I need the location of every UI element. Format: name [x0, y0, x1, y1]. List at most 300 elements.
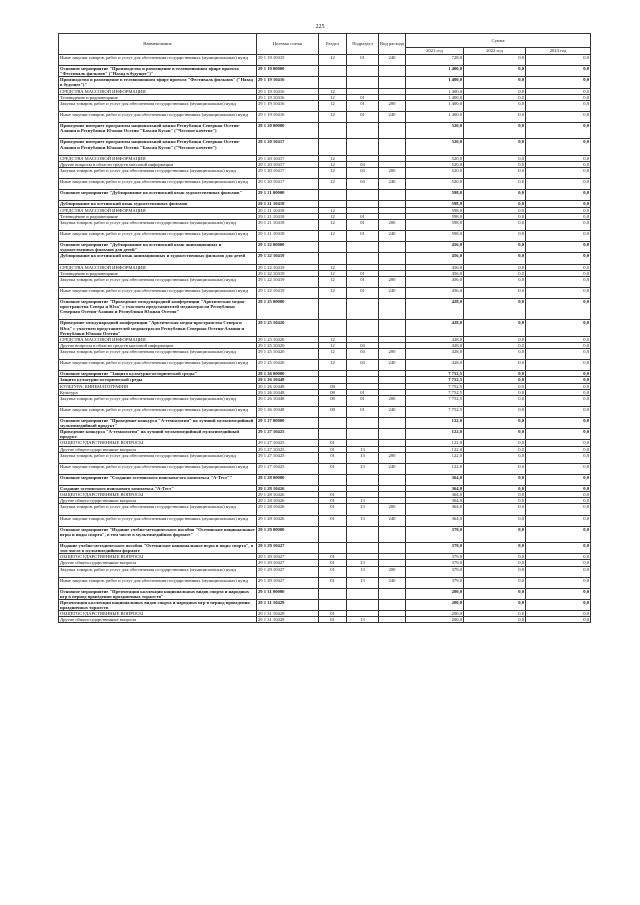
cell-name: Проведение международной конференции "Арктическая медиа-пространства Севера и Юга" с участием представителей медиаотрасли Республики Северная Осетия-Алания и Республики Южная Осетия" — [59, 320, 257, 336]
cell-name: Закупка товаров, работ и услуг для обеспечения государственных (муниципальных) нужд — [59, 276, 257, 287]
cell-sum-2022: 0,0 — [464, 100, 526, 111]
cell-target-article: 29 1 19 10416 — [257, 111, 319, 122]
cell-sum-2023: 0,0 — [526, 342, 591, 348]
cell-sum-2021: 379,0 — [406, 560, 464, 566]
cell-target-article: 29 1 27 10425 — [257, 429, 319, 440]
cell-sum-2023: 0,0 — [526, 161, 591, 167]
cell-sum-2021: 122,0 — [406, 452, 464, 463]
cell-target-article: 29 1 25 10420 — [257, 336, 319, 342]
cell-name: Другие общегосударственные вопросы — [59, 617, 257, 623]
cell-sum-2023: 0,0 — [526, 554, 591, 560]
cell-name: ОБЩЕГОСУДАРСТВЕННЫЕ ВОПРОСЫ — [59, 554, 257, 560]
cell-name: Закупка товаров, работ и услуг для обеспечения государственных (муниципальных) нужд — [59, 100, 257, 111]
cell-target-article: 29 1 20 10417 — [257, 139, 319, 155]
cell-sum-2022: 0,0 — [464, 111, 526, 122]
cell-sum-2023: 0,0 — [526, 395, 591, 406]
cell-subsection: 01 — [347, 406, 379, 417]
cell-target-article: 29 1 20 10417 — [257, 161, 319, 167]
cell-sum-2021: 364,0 — [406, 504, 464, 515]
cell-target-article: 29 1 27 10425 — [257, 463, 319, 474]
cell-target-article: 29 1 19 10416 — [257, 77, 319, 88]
cell-section: 01 — [319, 446, 347, 452]
cell-sum-2021: 1 400,0 — [406, 77, 464, 88]
header-year-2022: 2022 год — [464, 48, 526, 55]
cell-target-article: 29 1 19 10416 — [257, 94, 319, 100]
cell-sum-2023: 0,0 — [526, 253, 591, 264]
cell-sum-2023: 0,0 — [526, 155, 591, 161]
cell-sum-2022: 0,0 — [464, 600, 526, 611]
cell-subsection: 01 — [347, 219, 379, 230]
cell-target-article: 29 1 20 00000 — [257, 123, 319, 139]
cell-name: Иные закупки товаров, работ и услуг для обеспечения государственных (муниципальных) нужд — [59, 111, 257, 122]
cell-name: Другие общегосударственные вопросы — [59, 560, 257, 566]
cell-expense-type: 240 — [379, 55, 406, 66]
table-row — [59, 242, 591, 253]
cell-sum-2023: 0,0 — [526, 270, 591, 276]
table-row — [59, 253, 591, 264]
cell-sum-2023: 0,0 — [526, 320, 591, 336]
cell-name: Основное мероприятие "Презентация коллекции национальных видов спорта и народных игр в период проведения праздничных торжеств" — [59, 588, 257, 599]
cell-target-article: 29 1 26 10448 — [257, 395, 319, 406]
cell-subsection: 04 — [347, 161, 379, 167]
cell-sum-2022: 0,0 — [464, 139, 526, 155]
table-row — [59, 395, 591, 406]
cell-section — [319, 242, 347, 253]
cell-sum-2023: 0,0 — [526, 377, 591, 383]
cell-target-article: 29 1 28 10426 — [257, 515, 319, 526]
cell-sum-2021: 200,0 — [406, 600, 464, 611]
cell-name: ОБЩЕГОСУДАРСТВЕННЫЕ ВОПРОСЫ — [59, 611, 257, 617]
cell-sum-2023: 0,0 — [526, 123, 591, 139]
cell-sum-2022: 0,0 — [464, 179, 526, 190]
cell-target-article: 29 1 25 10420 — [257, 320, 319, 336]
cell-subsection: 13 — [347, 617, 379, 623]
cell-sum-2022: 0,0 — [464, 242, 526, 253]
cell-sum-2021: 598,0 — [406, 219, 464, 230]
cell-expense-type — [379, 526, 406, 542]
cell-subsection: 13 — [347, 452, 379, 463]
cell-subsection: 01 — [347, 111, 379, 122]
cell-sum-2023: 0,0 — [526, 498, 591, 504]
cell-section: 12 — [319, 55, 347, 66]
table-row — [59, 320, 591, 336]
cell-sum-2022: 0,0 — [464, 167, 526, 178]
cell-subsection: 13 — [347, 504, 379, 515]
cell-name: Проведение интернет программы национальной квизы Республики Северная Осетия-Алания и Республики Южная Осетия "Бахсан Кусон" ("Честное кочетие") — [59, 123, 257, 139]
cell-subsection — [347, 588, 379, 599]
cell-sum-2021: 122,0 — [406, 418, 464, 429]
cell-section: 12 — [319, 264, 347, 270]
cell-section — [319, 418, 347, 429]
cell-section: 01 — [319, 617, 347, 623]
cell-expense-type: 240 — [379, 515, 406, 526]
cell-sum-2022: 0,0 — [464, 418, 526, 429]
cell-expense-type — [379, 299, 406, 320]
cell-target-article: 29 1 28 00000 — [257, 475, 319, 486]
cell-expense-type — [379, 600, 406, 611]
cell-subsection: 01 — [347, 213, 379, 219]
cell-sum-2022: 0,0 — [464, 486, 526, 492]
table-row — [59, 123, 591, 139]
table-row — [59, 77, 591, 88]
table-row — [59, 429, 591, 440]
cell-target-article: 29 1 26 10448 — [257, 389, 319, 395]
cell-sum-2021: 598,0 — [406, 201, 464, 207]
table-row — [59, 600, 591, 611]
cell-section: 01 — [319, 515, 347, 526]
cell-sum-2021: 7 752,5 — [406, 383, 464, 389]
cell-section: 12 — [319, 155, 347, 161]
cell-sum-2023: 0,0 — [526, 88, 591, 94]
cell-subsection: 04 — [347, 179, 379, 190]
cell-sum-2022: 0,0 — [464, 526, 526, 542]
cell-sum-2022: 0,0 — [464, 515, 526, 526]
cell-sum-2022: 0,0 — [464, 389, 526, 395]
cell-expense-type: 240 — [379, 463, 406, 474]
cell-sum-2022: 0,0 — [464, 588, 526, 599]
header-section: Раздел — [319, 34, 347, 55]
cell-target-article: 29 1 28 10426 — [257, 498, 319, 504]
cell-subsection: 04 — [347, 348, 379, 359]
cell-sum-2022: 0,0 — [464, 230, 526, 241]
cell-name: СРЕДСТВА МАССОВОЙ ИНФОРМАЦИИ — [59, 88, 257, 94]
cell-expense-type: 200 — [379, 395, 406, 406]
cell-expense-type: 200 — [379, 219, 406, 230]
cell-sum-2021: 379,0 — [406, 566, 464, 577]
cell-subsection: 04 — [347, 167, 379, 178]
cell-sum-2023: 0,0 — [526, 406, 591, 417]
cell-sum-2021: 456,0 — [406, 264, 464, 270]
cell-sum-2021: 428,0 — [406, 336, 464, 342]
cell-expense-type — [379, 418, 406, 429]
cell-sum-2023: 0,0 — [526, 207, 591, 213]
cell-sum-2023: 0,0 — [526, 201, 591, 207]
cell-sum-2022: 0,0 — [464, 299, 526, 320]
table-row — [59, 475, 591, 486]
cell-sum-2022: 0,0 — [464, 270, 526, 276]
cell-name: Защита культурно-исторической среды — [59, 377, 257, 383]
cell-sum-2021: 379,0 — [406, 543, 464, 554]
cell-section — [319, 429, 347, 440]
cell-name: Презентация коллекции национальных видов спорта и народных игр в период проведения праздничных торжеств — [59, 600, 257, 611]
cell-target-article: 29 1 22 00000 — [257, 242, 319, 253]
cell-sum-2021: 598,0 — [406, 190, 464, 201]
cell-name: Издание учебно-методического пособия "Осетинские национальные игры и виды спорта", в том числе в мультимедийном формате — [59, 543, 257, 554]
table-row — [59, 515, 591, 526]
cell-name: ОБЩЕГОСУДАРСТВЕННЫЕ ВОПРОСЫ — [59, 440, 257, 446]
cell-target-article: 29 1 27 10425 — [257, 440, 319, 446]
cell-name: Иные закупки товаров, работ и услуг для обеспечения государственных (муниципальных) нужд — [59, 515, 257, 526]
header-name: Наименование — [59, 34, 257, 55]
cell-expense-type: 200 — [379, 566, 406, 577]
cell-sum-2022: 0,0 — [464, 342, 526, 348]
cell-name: Иные закупки товаров, работ и услуг для обеспечения государственных (муниципальных) нужд — [59, 55, 257, 66]
budget-table — [58, 33, 591, 623]
table-row — [59, 588, 591, 599]
table-row — [59, 100, 591, 111]
cell-sum-2021: 1 400,0 — [406, 111, 464, 122]
cell-sum-2021: 364,0 — [406, 492, 464, 498]
cell-name: Иные закупки товаров, работ и услуг для обеспечения государственных (муниципальных) нужд — [59, 406, 257, 417]
cell-subsection: 01 — [347, 100, 379, 111]
cell-sum-2023: 0,0 — [526, 515, 591, 526]
cell-subsection: 01 — [347, 395, 379, 406]
cell-sum-2021: 1 400,0 — [406, 100, 464, 111]
cell-sum-2023: 0,0 — [526, 230, 591, 241]
cell-sum-2021: 122,0 — [406, 429, 464, 440]
cell-subsection: 13 — [347, 463, 379, 474]
cell-name: Основное мероприятие "Производство и размещение в телевизионном эфире проекта "Фестиваль фильмов" ("Назад в будущее")" — [59, 66, 257, 77]
cell-sum-2023: 0,0 — [526, 543, 591, 554]
cell-sum-2021: 728,0 — [406, 55, 464, 66]
page-number: 225 — [315, 24, 325, 30]
cell-name: Иные закупки товаров, работ и услуг для обеспечения государственных (муниципальных) нужд — [59, 360, 257, 371]
cell-sum-2022: 0,0 — [464, 155, 526, 161]
cell-section — [319, 588, 347, 599]
cell-subsection — [347, 600, 379, 611]
cell-sum-2021: 200,0 — [406, 617, 464, 623]
cell-expense-type: 200 — [379, 504, 406, 515]
cell-sum-2021: 428,0 — [406, 320, 464, 336]
cell-target-article: 29 1 31 00000 — [257, 588, 319, 599]
cell-target-article: 29 1 27 10425 — [257, 446, 319, 452]
cell-subsection — [347, 190, 379, 201]
cell-section: 12 — [319, 219, 347, 230]
table-row — [59, 179, 591, 190]
cell-sum-2022: 0,0 — [464, 475, 526, 486]
cell-name: Закупка товаров, работ и услуг для обеспечения государственных (муниципальных) нужд — [59, 348, 257, 359]
cell-expense-type — [379, 139, 406, 155]
cell-sum-2022: 0,0 — [464, 253, 526, 264]
cell-sum-2021: 364,0 — [406, 475, 464, 486]
cell-section: 01 — [319, 504, 347, 515]
cell-section: 12 — [319, 167, 347, 178]
cell-target-article: 29 1 25 10420 — [257, 348, 319, 359]
cell-target-article: 29 1 26 10448 — [257, 383, 319, 389]
cell-name: Основное мероприятие "Издание учебно-методического пособия "Осетинские национальные игры и виды спорта", в том числе в мультимедийном формате" — [59, 526, 257, 542]
cell-name: Дублирование на осетинский язык художественных фильмов — [59, 201, 257, 207]
cell-sum-2022: 0,0 — [464, 395, 526, 406]
cell-section: 08 — [319, 389, 347, 395]
cell-sum-2023: 0,0 — [526, 418, 591, 429]
cell-sum-2022: 0,0 — [464, 77, 526, 88]
cell-expense-type — [379, 543, 406, 554]
cell-target-article: 29 1 21 10418 — [257, 201, 319, 207]
cell-sum-2023: 0,0 — [526, 588, 591, 599]
cell-section: 12 — [319, 287, 347, 298]
cell-section: 12 — [319, 111, 347, 122]
cell-section — [319, 543, 347, 554]
cell-target-article: 29 1 31 10429 — [257, 617, 319, 623]
cell-sum-2021: 520,0 — [406, 155, 464, 161]
cell-expense-type: 200 — [379, 348, 406, 359]
cell-target-article: 29 1 20 10417 — [257, 179, 319, 190]
cell-sum-2023: 0,0 — [526, 383, 591, 389]
cell-subsection — [347, 66, 379, 77]
header-year-2023: 2023 год — [526, 48, 591, 55]
cell-section: 01 — [319, 440, 347, 446]
cell-expense-type: 240 — [379, 230, 406, 241]
cell-target-article: 29 1 19 00000 — [257, 66, 319, 77]
cell-sum-2021: 7 752,5 — [406, 371, 464, 377]
cell-sum-2022: 0,0 — [464, 611, 526, 617]
cell-name: Культура — [59, 389, 257, 395]
cell-expense-type — [379, 475, 406, 486]
cell-section: 12 — [319, 348, 347, 359]
cell-section — [319, 600, 347, 611]
cell-name: СРЕДСТВА МАССОВОЙ ИНФОРМАЦИИ — [59, 207, 257, 213]
cell-sum-2022: 0,0 — [464, 287, 526, 298]
cell-name: Иные закупки товаров, работ и услуг для обеспечения государственных (муниципальных) нужд — [59, 179, 257, 190]
cell-sum-2022: 0,0 — [464, 336, 526, 342]
cell-expense-type: 240 — [379, 111, 406, 122]
cell-name: Производство и размещение в телевизионном эфире проекта "Фестиваль фильмов" ("Назад в будущее")" — [59, 77, 257, 88]
cell-sum-2022: 0,0 — [464, 55, 526, 66]
cell-sum-2022: 0,0 — [464, 371, 526, 377]
cell-sum-2023: 0,0 — [526, 66, 591, 77]
cell-sum-2021: 122,0 — [406, 440, 464, 446]
cell-subsection: 01 — [347, 94, 379, 100]
cell-section: 01 — [319, 492, 347, 498]
cell-sum-2021: 598,0 — [406, 207, 464, 213]
cell-name: Создание осетинского поискового комплекса "А-Тест" — [59, 486, 257, 492]
cell-expense-type: 200 — [379, 167, 406, 178]
cell-sum-2021: 428,0 — [406, 348, 464, 359]
cell-sum-2022: 0,0 — [464, 504, 526, 515]
cell-target-article: 29 1 29 10427 — [257, 543, 319, 554]
cell-section: 12 — [319, 88, 347, 94]
cell-sum-2021: 1 400,0 — [406, 88, 464, 94]
table-header — [59, 34, 591, 55]
cell-sum-2023: 0,0 — [526, 94, 591, 100]
cell-name: Иные закупки товаров, работ и услуг для обеспечения государственных (муниципальных) нужд — [59, 463, 257, 474]
cell-subsection: 13 — [347, 515, 379, 526]
table-body — [59, 55, 591, 623]
cell-expense-type — [379, 253, 406, 264]
cell-target-article: 29 1 21 10418 — [257, 230, 319, 241]
cell-sum-2023: 0,0 — [526, 446, 591, 452]
cell-target-article: 29 1 21 00000 — [257, 190, 319, 201]
cell-target-article: 29 1 26 10448 — [257, 406, 319, 417]
cell-sum-2023: 0,0 — [526, 179, 591, 190]
cell-section: 01 — [319, 463, 347, 474]
cell-sum-2023: 0,0 — [526, 111, 591, 122]
cell-name: Закупка товаров, работ и услуг для обеспечения государственных (муниципальных) нужд — [59, 504, 257, 515]
cell-sum-2023: 0,0 — [526, 276, 591, 287]
cell-subsection: 13 — [347, 566, 379, 577]
cell-sum-2021: 379,0 — [406, 577, 464, 588]
cell-name: Основное мероприятие "Дублирование на осетинский язык художественных фильмов" — [59, 190, 257, 201]
cell-sum-2023: 0,0 — [526, 617, 591, 623]
cell-section: 01 — [319, 554, 347, 560]
cell-expense-type — [379, 66, 406, 77]
cell-expense-type: 200 — [379, 276, 406, 287]
cell-sum-2023: 0,0 — [526, 566, 591, 577]
cell-sum-2022: 0,0 — [464, 429, 526, 440]
cell-target-article: 29 1 22 10419 — [257, 253, 319, 264]
cell-target-article: 29 1 22 10419 — [257, 276, 319, 287]
cell-sum-2023: 0,0 — [526, 299, 591, 320]
cell-sum-2023: 0,0 — [526, 77, 591, 88]
cell-subsection: 01 — [347, 270, 379, 276]
cell-name: Дублирование на осетинский язык анимационных и художественных фильмов для детей — [59, 253, 257, 264]
cell-sum-2022: 0,0 — [464, 566, 526, 577]
cell-target-article: 29 1 26 10448 — [257, 377, 319, 383]
cell-sum-2023: 0,0 — [526, 486, 591, 492]
cell-sum-2021: 456,0 — [406, 287, 464, 298]
cell-target-article: 29 1 25 00000 — [257, 299, 319, 320]
cell-section: 12 — [319, 100, 347, 111]
cell-subsection: 13 — [347, 577, 379, 588]
cell-name: Другие общегосударственные вопросы — [59, 446, 257, 452]
cell-sum-2021: 364,0 — [406, 515, 464, 526]
table-row — [59, 617, 591, 623]
cell-section: 12 — [319, 230, 347, 241]
cell-sum-2022: 0,0 — [464, 213, 526, 219]
cell-sum-2022: 0,0 — [464, 66, 526, 77]
cell-subsection: 13 — [347, 446, 379, 452]
cell-sum-2021: 456,0 — [406, 242, 464, 253]
cell-sum-2022: 0,0 — [464, 377, 526, 383]
cell-section: 12 — [319, 336, 347, 342]
cell-sum-2023: 0,0 — [526, 360, 591, 371]
cell-expense-type: 200 — [379, 100, 406, 111]
cell-sum-2021: 200,0 — [406, 611, 464, 617]
cell-subsection — [347, 242, 379, 253]
cell-sum-2021: 1 400,0 — [406, 66, 464, 77]
table-row — [59, 219, 591, 230]
cell-sum-2023: 0,0 — [526, 600, 591, 611]
cell-target-article: 29 1 29 10427 — [257, 560, 319, 566]
cell-sum-2022: 0,0 — [464, 320, 526, 336]
cell-subsection: 01 — [347, 276, 379, 287]
cell-section: 12 — [319, 270, 347, 276]
cell-subsection — [347, 475, 379, 486]
cell-section: 12 — [319, 161, 347, 167]
header-expense-type: Вид расхода — [379, 34, 406, 55]
cell-sum-2021: 7 752,5 — [406, 395, 464, 406]
table-row — [59, 167, 591, 178]
cell-expense-type: 200 — [379, 452, 406, 463]
cell-section: 01 — [319, 452, 347, 463]
cell-sum-2023: 0,0 — [526, 526, 591, 542]
cell-sum-2023: 0,0 — [526, 348, 591, 359]
cell-target-article: 29 1 31 10429 — [257, 600, 319, 611]
cell-target-article: 29 1 29 10427 — [257, 577, 319, 588]
table-row — [59, 55, 591, 66]
cell-section: 01 — [319, 498, 347, 504]
cell-section: 12 — [319, 179, 347, 190]
cell-target-article: 29 1 22 10419 — [257, 287, 319, 298]
cell-sum-2021: 428,0 — [406, 360, 464, 371]
cell-sum-2023: 0,0 — [526, 429, 591, 440]
cell-subsection: 04 — [347, 360, 379, 371]
cell-target-article: 29 1 28 10426 — [257, 486, 319, 492]
cell-subsection — [347, 543, 379, 554]
cell-subsection — [347, 526, 379, 542]
cell-sum-2021: 364,0 — [406, 498, 464, 504]
cell-sum-2022: 0,0 — [464, 617, 526, 623]
cell-name: Основное мероприятие "Проведение международной конференции "Арктическая медиа-пространства Севера и Юга" с участием представителей медиаотрасли Республики Северная Осетия-Алания и Республики Южная Осетия" — [59, 299, 257, 320]
cell-subsection: 01 — [347, 287, 379, 298]
cell-sum-2023: 0,0 — [526, 264, 591, 270]
cell-name: Другие вопросы в области средств массовой информации — [59, 161, 257, 167]
cell-section: 01 — [319, 611, 347, 617]
cell-sum-2021: 456,0 — [406, 276, 464, 287]
cell-sum-2023: 0,0 — [526, 371, 591, 377]
cell-expense-type: 240 — [379, 360, 406, 371]
cell-subsection — [347, 320, 379, 336]
